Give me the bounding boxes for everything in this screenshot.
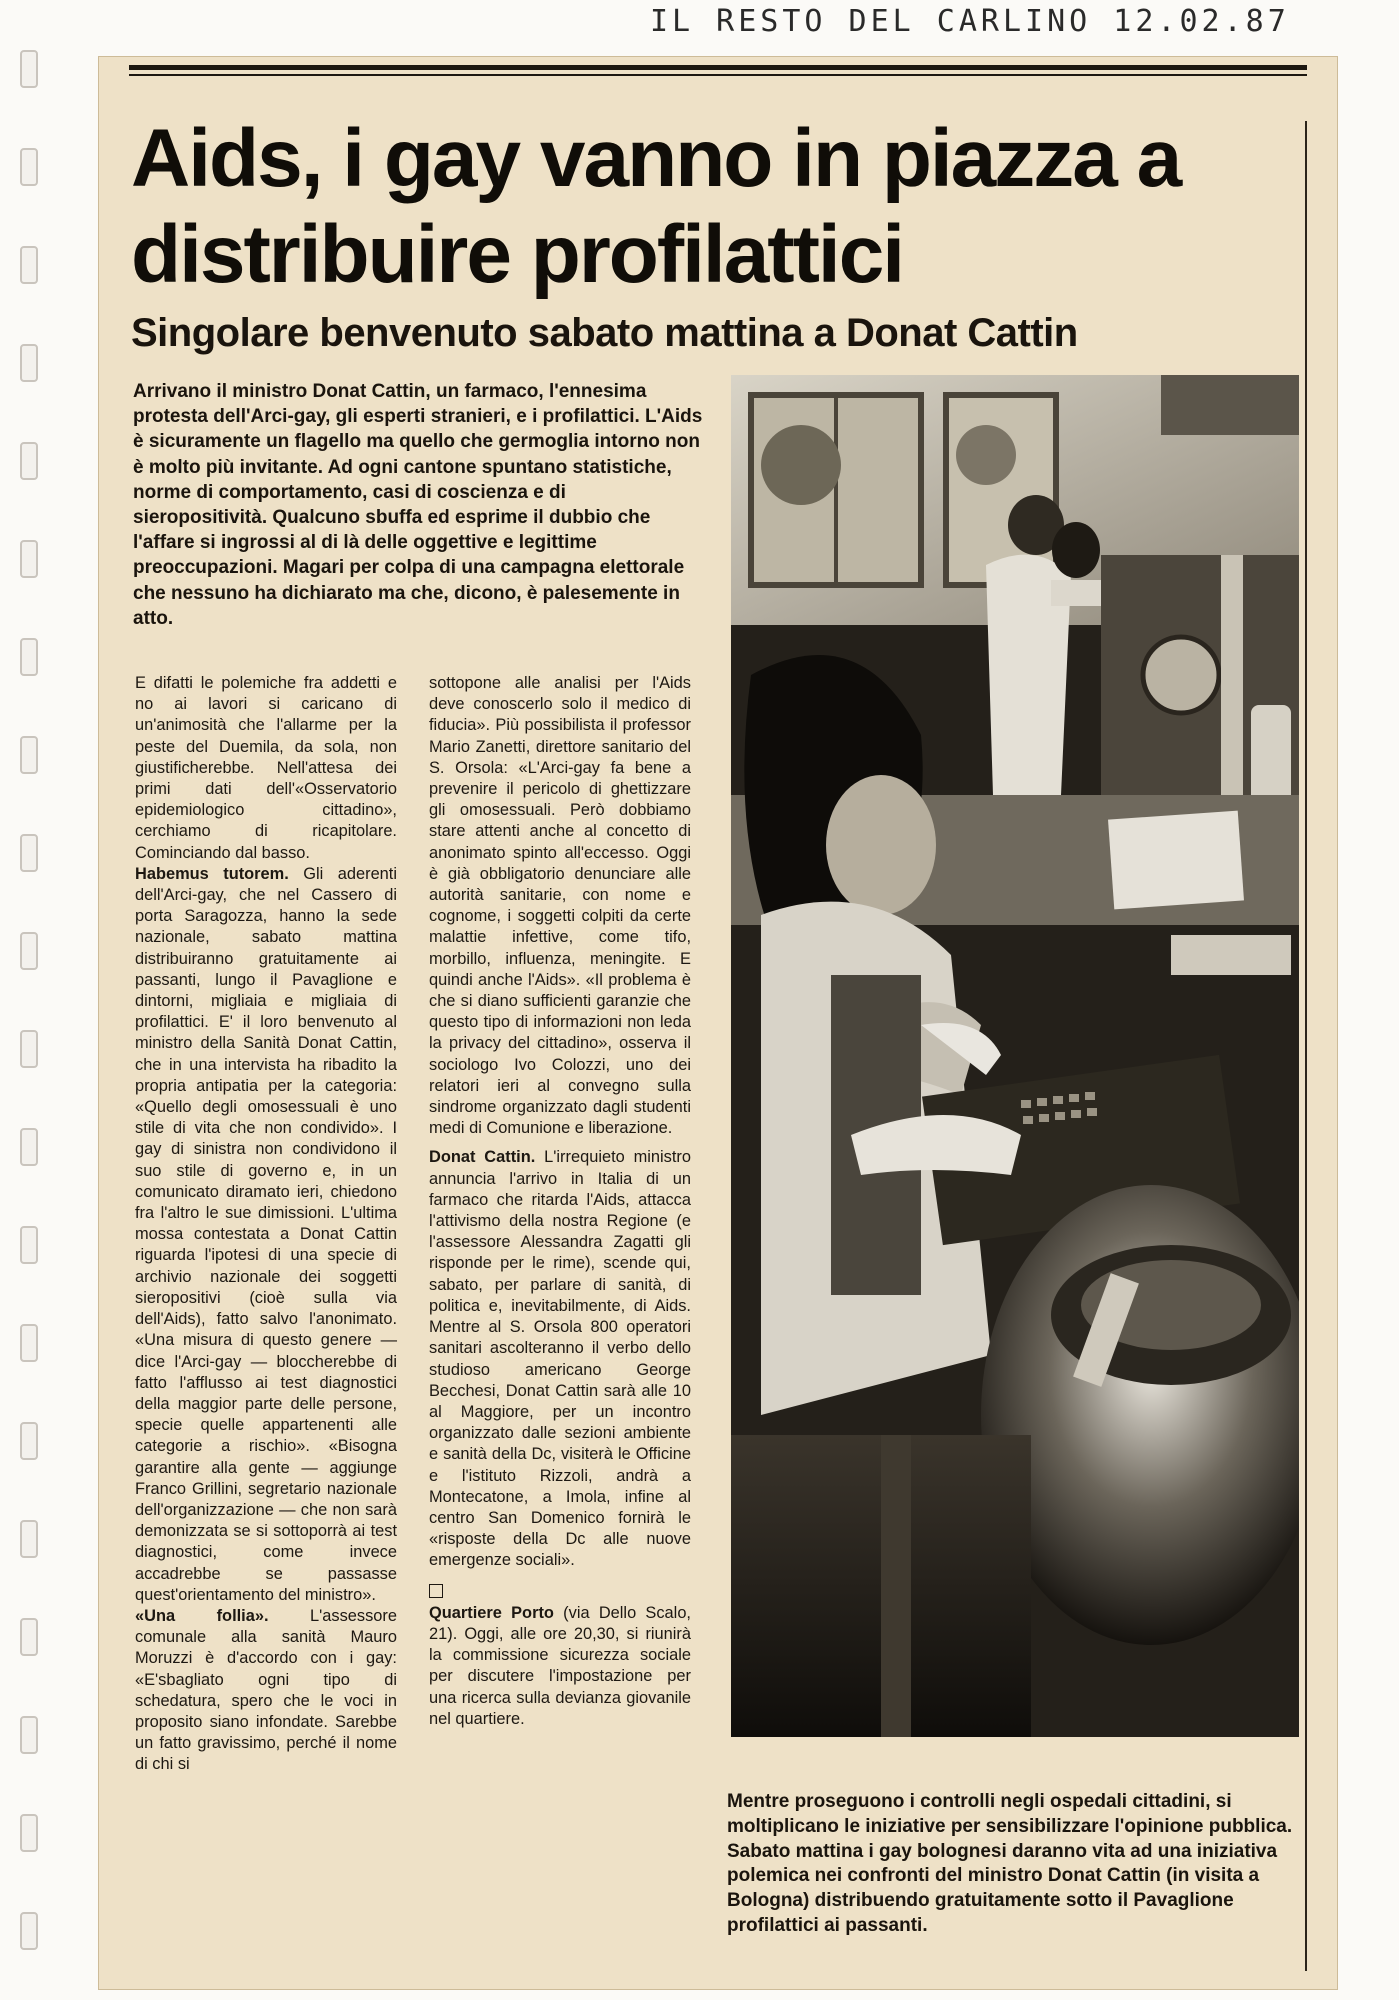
lead-paragraph: Arrivano il ministro Donat Cattin, un farmaco, l'ennesima protesta dell'Arci-gay, gli esperti stranieri, e i profilattici. L'Aids è sicuramente un flagello ma quello che germoglia intorno non è molto più invitante. Ad ogni cantone spuntano statistiche, norme di comportamento, casi di coscienza e di sieropositività. Qualcuno sbuffa ed esprime il dubbio che l'affare si ingrossi al di là delle oggettive e legittime preoccupazioni. Magari per colpa di una campagna elettorale che nessuno ha dichiarato ma che, dicono, è palesemente in atto. — [133, 381, 703, 629]
column1-paragraph-3 — [135, 1606, 397, 1776]
binder-hole — [20, 1128, 38, 1166]
top-rule — [129, 65, 1307, 70]
column-rule — [1305, 121, 1307, 1971]
photo-caption: Mentre proseguono i controlli negli ospedali cittadini, si moltiplicano le iniziative per sensibilizzare l'opinione pubblica. Sabato mattina i gay bolognesi daranno vita ad una iniziativa polemica nei confronti del ministro Donat Cattin (in visita a Bologna) distribuendo gratuitamente sotto il Pavaglione profilattici ai passanti. — [727, 1791, 1293, 1936]
subheadline: Singolare benvenuto sabato mattina a Donat Cattin — [131, 311, 1078, 355]
top-rule-thin — [129, 74, 1307, 76]
column2-paragraph-3 — [429, 1603, 691, 1730]
binder-hole — [20, 1030, 38, 1068]
binder-hole — [20, 1226, 38, 1264]
binder-hole — [20, 1912, 38, 1950]
column1-paragraph-2 — [135, 864, 397, 1606]
binder-holes — [8, 30, 64, 1990]
column2-paragraph-2-lead: Donat Cattin. — [429, 1148, 536, 1167]
column2-paragraph-3-lead: Quartiere Porto — [429, 1603, 554, 1622]
binder-hole — [20, 1618, 38, 1656]
laboratory-photo-drawing — [731, 375, 1299, 1737]
column2-paragraph-3-body: (via Dello Scalo, 21). Oggi, alle ore 20,30, si riunirà la commissione sicurezza sociale per discutere l'impostazione per una ricerca sulla devianza giovanile nel quartiere. — [429, 1603, 691, 1728]
column1-paragraph-2-lead: Habemus tutorem. — [135, 864, 289, 883]
binder-hole — [20, 50, 38, 88]
headline: Aids, i gay vanno in piazza a distribuire profilattici — [131, 113, 1181, 300]
binder-hole — [20, 1716, 38, 1754]
column1-paragraph-1: E difatti le polemiche fra addetti e no ai lavori si caricano di un'animosità che l'allarme per la peste del Duemila, da sola, non giustificherebbe. Nell'attesa dei primi dati dell'«Osservatorio epidemiologico cittadino», cerchiamo di ricapitolare. Cominciando dal basso. — [135, 674, 397, 862]
column2-paragraph-2 — [429, 1147, 691, 1571]
column1-paragraph-3-lead: «Una follia». — [135, 1606, 269, 1625]
binder-hole — [20, 148, 38, 186]
box-bullet-icon — [429, 1584, 443, 1598]
section-box-marker — [429, 1582, 691, 1603]
binder-hole — [20, 1520, 38, 1558]
binder-hole — [20, 1422, 38, 1460]
binder-hole — [20, 1324, 38, 1362]
binder-hole — [20, 638, 38, 676]
laboratory-photo — [731, 375, 1299, 1737]
binder-hole — [20, 344, 38, 382]
binder-hole — [20, 442, 38, 480]
binder-hole — [20, 540, 38, 578]
article-column-2 — [429, 673, 691, 1730]
handwritten-source-note: IL RESTO DEL CARLINO 12.02.87 — [650, 4, 1290, 39]
article-column-1 — [135, 673, 397, 1776]
binder-hole — [20, 932, 38, 970]
binder-hole — [20, 834, 38, 872]
newspaper-clipping — [98, 56, 1338, 1990]
column2-paragraph-1: sottopone alle analisi per l'Aids deve conoscerlo solo il medico di fiducia». Più possibilista il professor Mario Zanetti, direttore sanitario del S. Orsola: «L'Arci-gay fa bene a prevenire il pericolo di ghettizzare gli omosessuali. Però dobbiamo stare attenti anche al concetto di anonimato spinto all'eccesso. Oggi è già obbligatorio denunciare alle autorità sanitarie, con nome e cognome, i soggetti colpiti da certe malattie infettive, come tifo, morbillo, influenza, meningite. E quindi anche l'Aids». «Il problema è che si diano sufficienti garanzie che questo tipo di informazioni non leda la privacy del cittadino», osserva il sociologo Ivo Colozzi, uno dei relatori ieri al convegno sulla sindrome organizzato dagli studenti medi di Comunione e liberazione. — [429, 674, 691, 1138]
binder-hole — [20, 1814, 38, 1852]
binder-hole — [20, 736, 38, 774]
column1-paragraph-2-body: Gli aderenti dell'Arci-gay, che nel Cassero di porta Saragozza, hanno la sede nazionale, sabato mattina distribuiranno gratuitamente ai passanti, lungo il Pavaglione e dintorni, migliaia e migliaia di profilattici. E' il loro benvenuto al ministro della Sanità Donat Cattin, che in una intervista ha ribadito la propria antipatia per la categoria: «Quello degli omosessuali è uno stile di vita che non condivido». I gay di sinistra non condividono il suo stile di governo e, in un comunicato diramato ieri, chiedono fra l'altro le sue dimissioni. L'ultima mossa contestata a Donat Cattin riguarda l'ipotesi di una specie di archivio nazionale dei soggetti sieropositivi (cioè sulla via dell'Aids), fatto salvo l'anonimato. «Una misura di questo genere — dice l'Arci-gay — bloccherebbe di fatto l'afflusso ai test diagnostici della maggior parte delle persone, specie quelle appartenenti alle categorie a rischio». «Bisogna garantire alla gente — aggiunge Franco Grillini, segretario nazionale dell'organizzazione — che non sarà demonizzata se si sottoporrà ai test diagnostici, come invece accadrebbe se passasse quest'orientamento del ministro». — [135, 864, 397, 1604]
column2-paragraph-2-body: L'irrequieto ministro annuncia l'arrivo in Italia di un farmaco che ritarda l'Aids, attacca l'attivismo della nostra Regione (e l'assessore Alessandra Zagatti gli risponde per le rime), scende qui, sabato, per parlare di sanità, di politica e, inevitabilmente, di Aids. Mentre al S. Orsola 800 operatori sanitari ascolteranno il verbo dello studioso americano George Becchesi, Donat Cattin sarà alle 10 al Maggiore, per un incontro organizzato dalle sezioni ambiente e sanità della Dc, visiterà le Officine e l'istituto Rizzoli, andrà a Montecatone, a Imola, infine al centro San Domenico fornirà le «risposte della Dc alle nuove emergenze sociali». — [429, 1148, 691, 1570]
binder-hole — [20, 246, 38, 284]
column1-paragraph-3-body: L'assessore comunale alla sanità Mauro Moruzzi è d'accordo con i gay: «E'sbagliato ogni tipo di schedatura, spero che le voci in proposito siano infondate. Sarebbe un fatto gravissimo, perché il nome di chi si — [135, 1606, 397, 1774]
